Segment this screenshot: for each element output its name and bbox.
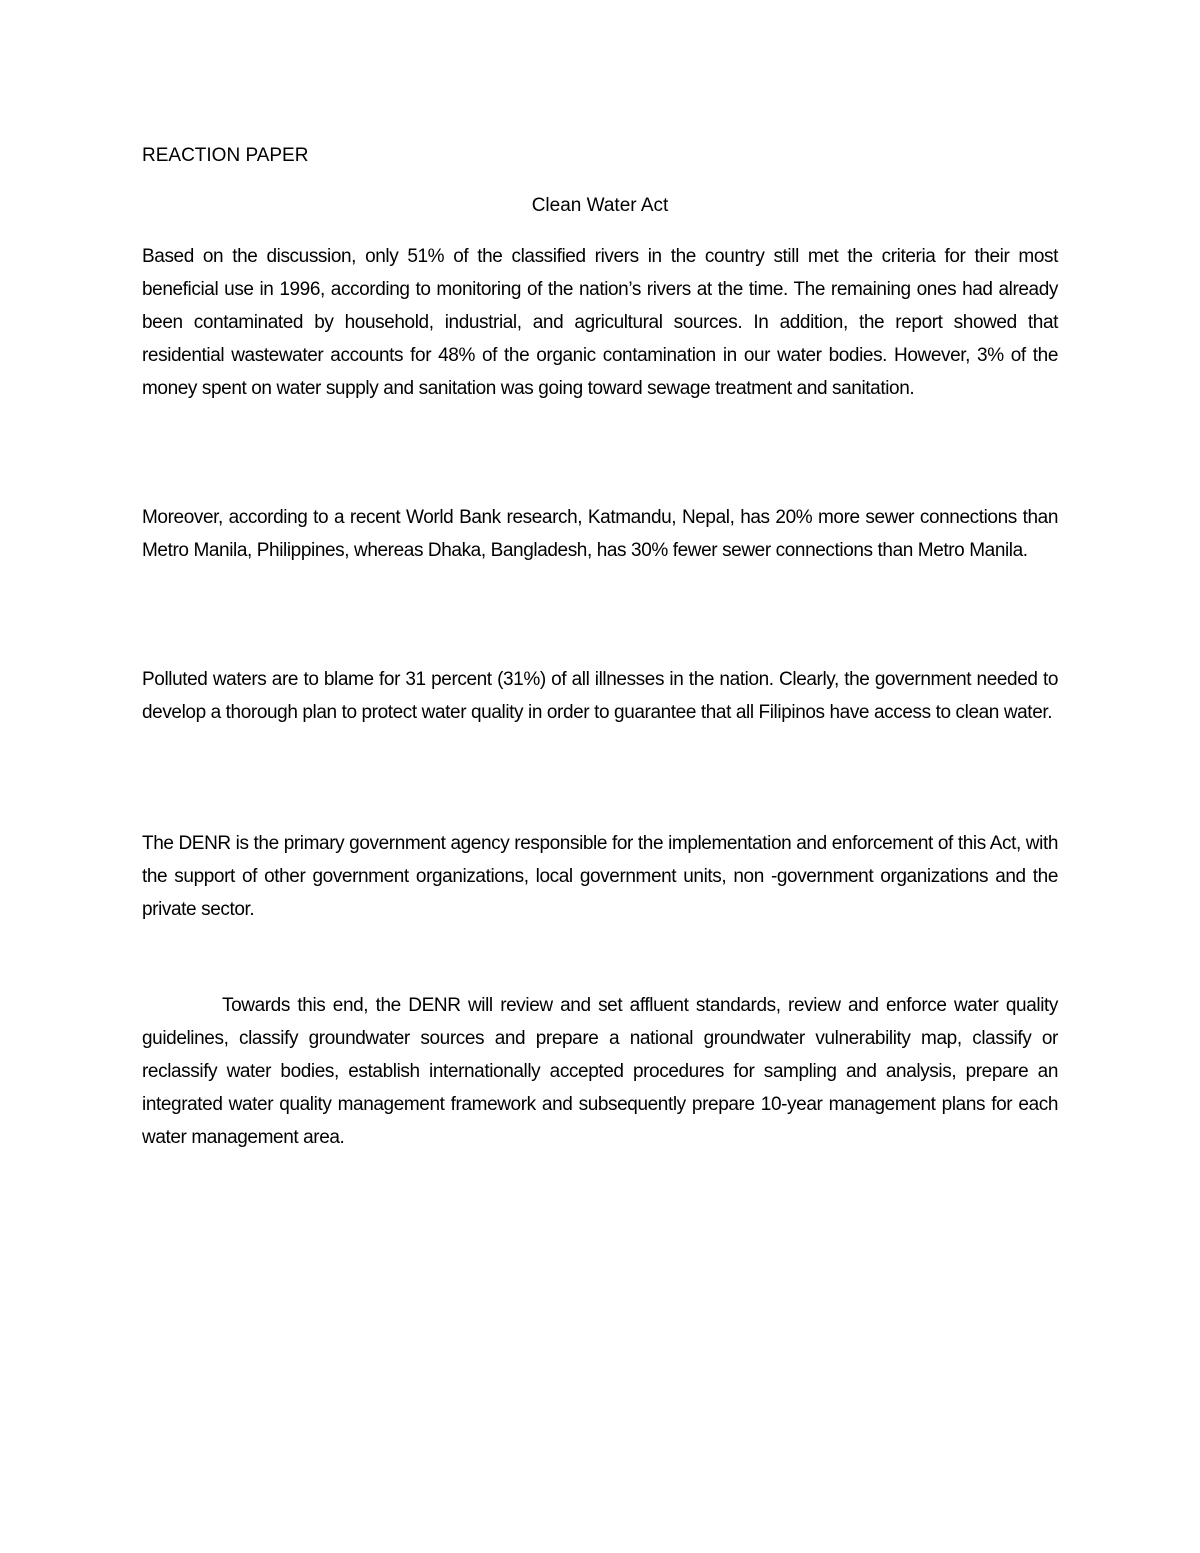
paragraph-denr-role: The DENR is the primary government agency responsible for the implementation and enforcement of this Act, with the support of other government organizations, local government units, non -government organizations and the private sector. — [142, 833, 1058, 920]
paragraph-sewer-connections: Moreover, according to a recent World Bank research, Katmandu, Nepal, has 20% more sewer connections than Metro Manila, Philippines, whereas Dhaka, Bangladesh, has 30% fewer sewer connections than Metro Manila. — [142, 507, 1058, 561]
paragraph-illnesses: Polluted waters are to blame for 31 percent (31%) of all illnesses in the nation. Clearly, the government needed to develop a thorough plan to protect water quality in order to guarantee that all Filipinos have access to clean water. — [142, 669, 1058, 723]
document-label: REACTION PAPER — [142, 145, 309, 166]
paragraph-river-quality: Based on the discussion, only 51% of the classified rivers in the country still met the criteria for their most beneficial use in 1996, according to monitoring of the nation’s rivers at the time. The remaining ones had already been contaminated by household, industrial, and agricultural sources. In addition, the report showed that residential wastewater accounts for 48% of the organic contamination in our water bodies. However, 3% of the money spent on water supply and sanitation was going toward sewage treatment and sanitation. — [142, 246, 1058, 399]
paragraph-denr-actions: Towards this end, the DENR will review and set affluent standards, review and enforce water quality guidelines, classify groundwater sources and prepare a national groundwater vulnerability map, classify or reclassify water bodies, establish internationally accepted procedures for sampling and analysis, prepare an integrated water quality management framework and subsequently prepare 10-year management plans for each water management area. — [142, 995, 1058, 1148]
document-title: Clean Water Act — [531, 195, 669, 216]
